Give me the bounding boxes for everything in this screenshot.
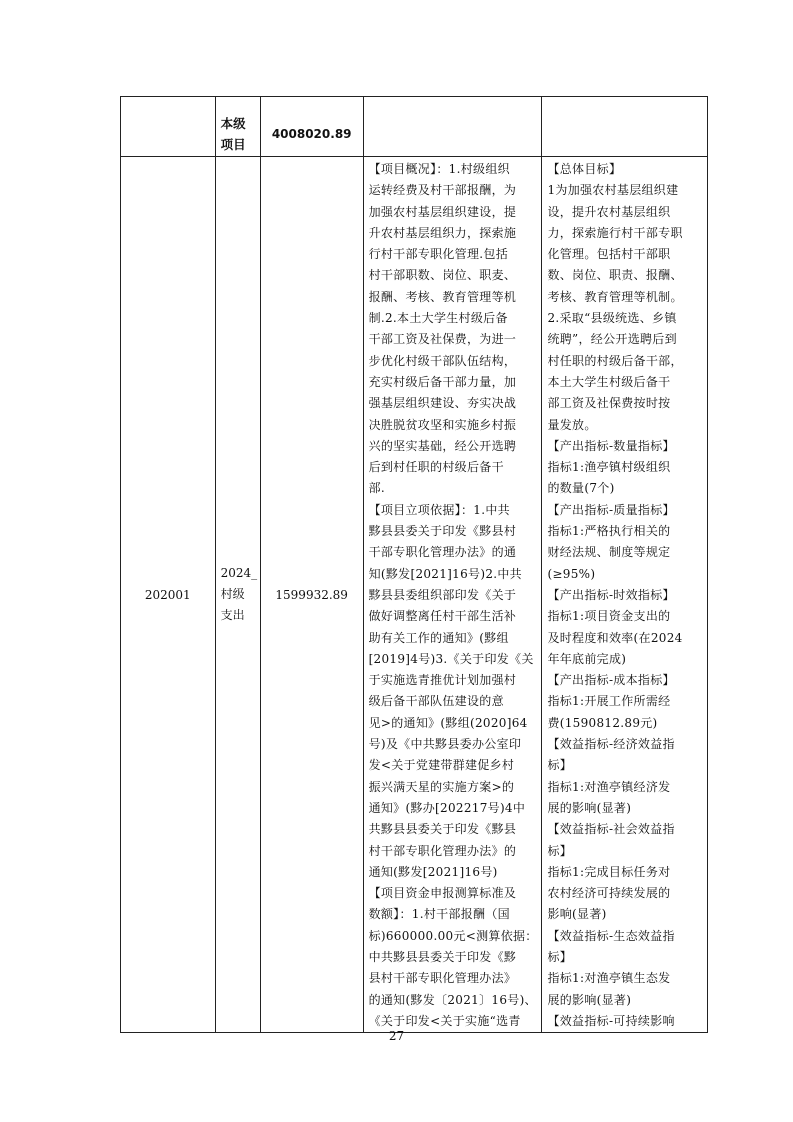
item-code: 202001 [121, 157, 216, 1033]
table-row-header [121, 97, 708, 157]
item-name: 2024_ 村级 支出 [215, 157, 260, 1033]
page-number: 27 [388, 1029, 405, 1043]
code-cell-empty [121, 97, 216, 157]
description-cell-empty [363, 97, 542, 157]
item-amount: 1599932.89 [260, 157, 363, 1033]
item-goals: 【总体目标】 1为加强农村基层组织建 设，提升农村基层组织 力，探索施行村干部专职 化管理。包括村干部职 数、岗位、职责、报酬、 考核、教育管理等机制。 2.采取“县级统选、乡镇 统聘”，经公开选聘后到 村任职的村级后备干部， 本土大学生村级后备干 部工资及社保费按时按 量发放。 【产出指标-数量指标】 指标1:渔亭镇村级组织 的数量(7个) 【产出指标-质量指标】 指标1:严格执行相关的 财经法规、制度等规定 (≥95%) 【产出指标-时效指标】 指标1:项目资金支出的 及时程度和效率(在2024 年年底前完成) 【产出指标-成本指标】 指标1:开展工作所需经 费(1590812.89元) 【效益指标-经济效益指 标】 指标1:对渔亭镇经济发 展的影响(显著) 【效益指标-社会效益指 标】 指标1:完成目标任务对 农村经济可持续发展的 影响(显著) 【效益指标-生态效益指 标】 指标1:对渔亭镇生态发 展的影响(显著) 【效益指标-可持续影响 [542, 157, 708, 1033]
table-row-item [121, 157, 708, 1033]
item-description: 【项目概况】：1.村级组织 运转经费及村干部报酬，为 加强农村基层组织建设，提 升农村基层组织力，探索施 行村干部专职化管理.包括 村干部职数、岗位、职麦、 报酬、考核、教育管理等机 制.2.本土大学生村级后备 干部工资及社保费，为进一 步优化村级干部队伍结构， 充实村级后备干部力量，加 强基层组织建设、夯实决战 决胜脱贫攻坚和实施乡村振 兴的坚实基础，经公开选聘 后到村任职的村级后备干 部. 【项目立项依据】：1.中共 黟县县委关于印发《黟县村 干部专职化管理办法》的通 知(黟发[2021]16号)2.中共 黟县县委组织部印发《关于 做好调整离任村干部生活补 助有关工作的通知》(黟组 [2019]4号)3.《关于印发《关 于实施选青推优计划加强村 级后备干部队伍建设的意 见>的通知》(黟组(2020]64 号)及《中共黟县委办公室印 发<关于党建带群建促乡村 振兴满天星的实施方案>的 通知》(黟办[202217号)4中 共黟县县委关于印发《黟县 村干部专职化管理办法》的 通知(黟发[2021]16号) 【项目资金申报测算标准及 数额】：1.村干部报酬（国 标)660000.00元<测算依据： 中共黟县县委关于印发《黟 县村干部专职化管理办法》 的通知(黟发〔2021〕16号)、 《关于印发<关于实施“选青 [363, 157, 542, 1033]
total-amount: 4008020.89 [260, 97, 363, 157]
goals-cell-empty [542, 97, 708, 157]
budget-table [120, 96, 708, 1033]
level-label: 本级 项目 [215, 97, 260, 157]
